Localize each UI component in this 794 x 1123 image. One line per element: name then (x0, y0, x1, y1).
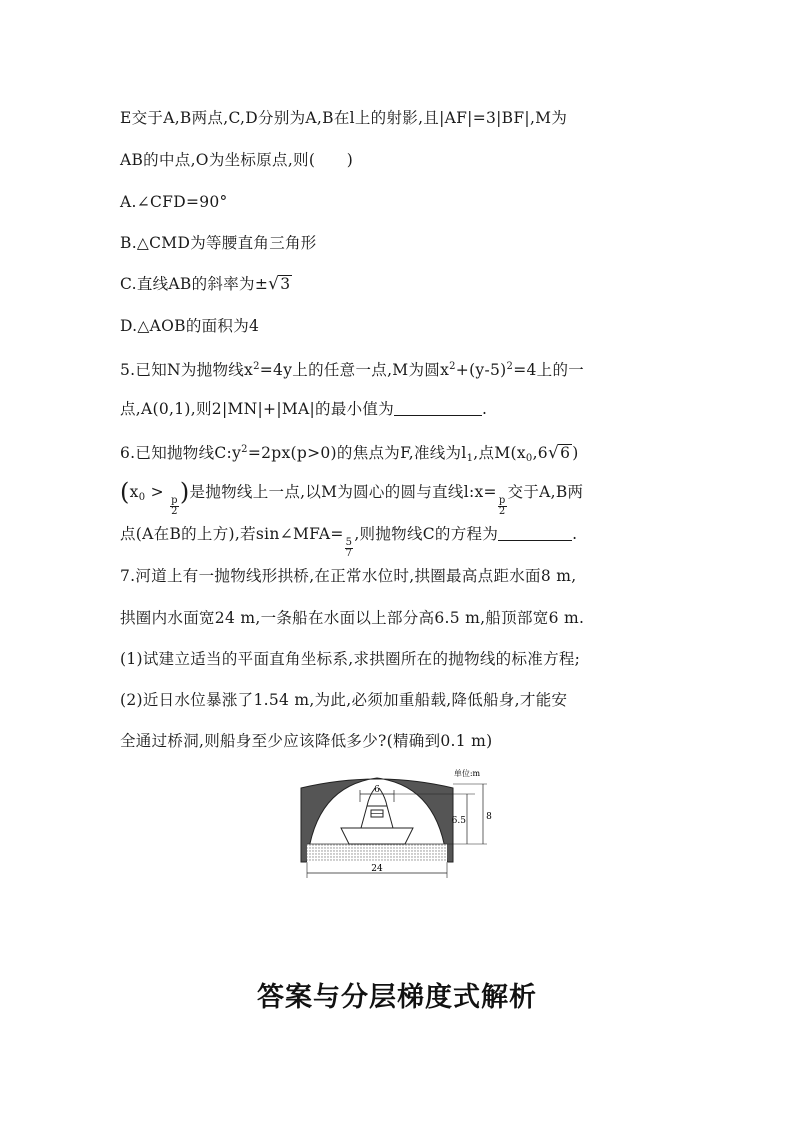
five-sevenths-fraction (345, 538, 354, 559)
q5-text-b: =4y上的任意一点,M为圆x (259, 361, 450, 379)
top-width-label: 6 (374, 785, 380, 795)
water-width-label: 24 (371, 864, 383, 874)
q5-text-e: 点,A(0,1),则2|MN|+|MA|的最小值为 (120, 400, 395, 418)
q6-text-f: ) (572, 444, 579, 462)
q6-text-a3: 点(A在B的上方),若sin∠MFA= (120, 525, 344, 543)
q5-text-f: . (482, 400, 488, 418)
question-7-part-1: (1)试建立适当的平面直角坐标系,求拱圈所在的抛物线的标准方程; (120, 650, 581, 668)
q6-text-c: ,点M(x (473, 444, 526, 462)
section-title: 答案与分层梯度式解析 (257, 982, 537, 1013)
question-7-line-2: 拱圈内水面宽24 m,一条船在水面以上部分高6.5 m,船顶部宽6 m. (120, 609, 585, 627)
question-6-line-2: ($x_0$ > $\frac{p}{2}$ )是抛物线上一点,以M为圆心的圆与直线l:x= $\frac{p}{2}$ 交于A,B两 (120, 478, 584, 517)
answer-blank (498, 524, 572, 541)
fraction-denominator: 2 (171, 506, 178, 517)
right-paren: ) (179, 478, 190, 506)
q6-radicand: 6 (560, 444, 571, 462)
q6-text-c2: 是抛物线上一点,以M为圆心的圆与直线l:x= (189, 483, 497, 501)
q6-text-c3: . (572, 525, 578, 543)
fraction-denominator: 2 (498, 506, 506, 517)
question-6-line-1: 6.已知抛物线$C:y^2=2px(p>0)$的焦点为F,准线为$l_1$,点$M(x_0,6√6$ ) (120, 443, 579, 464)
option-c (120, 274, 680, 294)
q6-text-b3: ,则抛物线C的方程为 (354, 525, 499, 543)
option-c-radicand: 3 (280, 275, 291, 293)
option-a: A.∠CFD=90° (120, 193, 228, 211)
option-c-text: C.直线AB的斜率为± (120, 275, 269, 293)
arch-bridge-figure (297, 766, 499, 882)
question-4-continuation-line-1: E交于A,B两点,C,D分别为A,B在l上的射影,且|AF|=3|BF|,M为 (120, 109, 568, 127)
q6-gt: > (145, 483, 170, 501)
fraction-denominator: 7 (345, 548, 353, 559)
q6-x: x (129, 483, 139, 501)
q6-text-d: ,6 (532, 444, 548, 462)
q5-text-c: +(y-5) (455, 361, 507, 379)
question-7-line-5: 全通过桥洞,则船身至少应该降低多少?(精确到0.1 m) (120, 732, 493, 750)
question-7-line-1: 7.河道上有一抛物线形拱桥,在正常水位时,拱圈最高点距水面8 m, (120, 567, 577, 585)
q6-text-d2: 交于A,B两 (507, 483, 584, 501)
fraction-numerator: p (498, 495, 506, 506)
left-paren: ( (120, 478, 130, 506)
p-over-2-fraction (498, 496, 507, 517)
q6-text-a: 6.已知抛物线C:y (120, 444, 242, 462)
question-4-continuation-line-2: AB的中点,O为坐标原点,则( ) (120, 151, 354, 169)
question-5-line-2 (120, 399, 680, 419)
boat-hull (341, 828, 413, 844)
q6-text-b: =2px(p>0)的焦点为F,准线为l (247, 444, 467, 462)
unit-label: 单位:m (453, 769, 481, 778)
q5-text-d: =4上的一 (513, 361, 585, 379)
option-d: D.△AOB的面积为4 (120, 317, 260, 335)
question-7-part-2: (2)近日水位暴涨了1.54 m,为此,必须加重船载,降低船身,才能安 (120, 691, 568, 709)
question-5-line-1: 5.已知N为抛物线$x^2=4y$上的任意一点,M为圆$x^2+(y-5)^2=4$上的一 (120, 361, 585, 379)
arch-height-label: 8 (486, 812, 492, 822)
fraction-numerator: 5 (345, 537, 353, 548)
water-area (307, 844, 447, 862)
sqrt-sign: √ (268, 274, 280, 294)
q5-text-a: 5.已知N为抛物线x (120, 361, 254, 379)
boat-height-label: 6.5 (451, 816, 466, 826)
fraction-numerator: p (171, 495, 178, 506)
answer-blank (394, 399, 482, 416)
option-b: B.△CMD为等腰直角三角形 (120, 234, 317, 252)
p-over-2-fraction (170, 496, 179, 517)
question-6-line-3 (120, 524, 680, 559)
sqrt-sign: √ (547, 443, 560, 463)
